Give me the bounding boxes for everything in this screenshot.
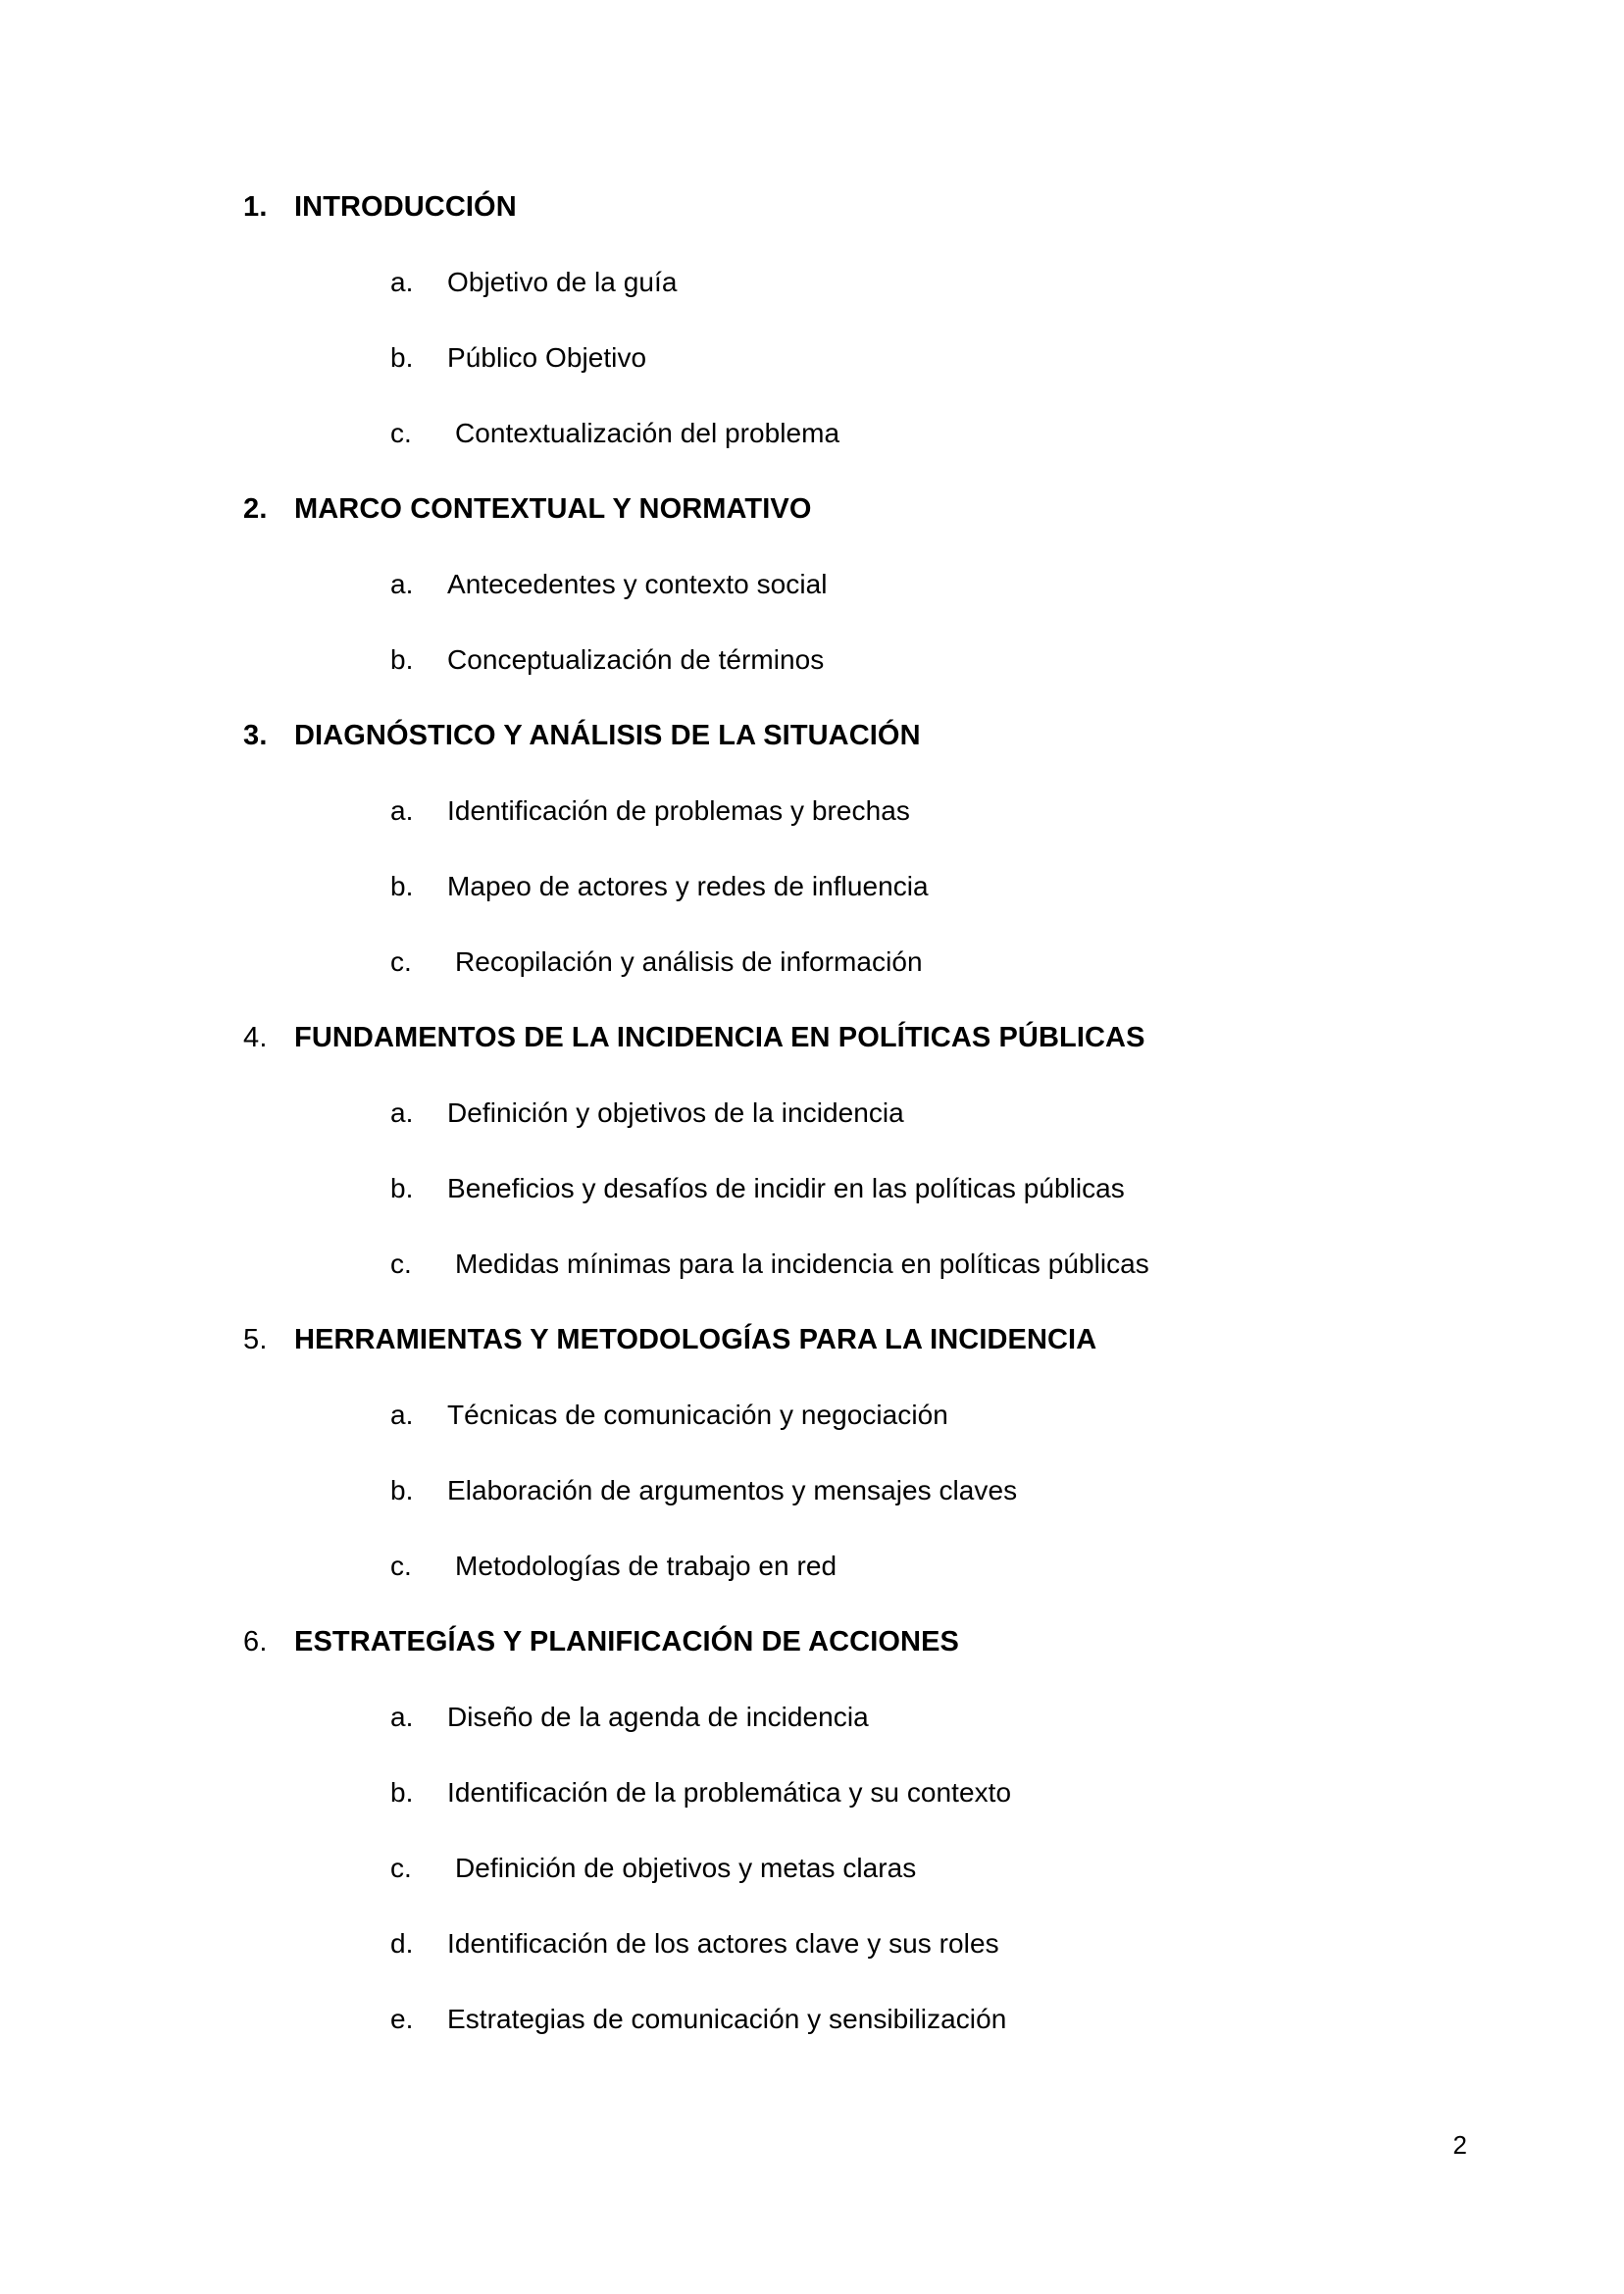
toc-subitem[interactable]: [0, 1930, 1624, 1958]
toc-subitem-label: Identificación de la problemática y su contexto: [447, 1777, 1012, 1808]
toc-subitem[interactable]: [0, 1855, 1624, 1882]
toc-subitem-label: Identificación de los actores clave y sus roles: [447, 1928, 999, 1959]
toc-section-heading[interactable]: [0, 1326, 1624, 1354]
toc-subitem-letter: a.: [390, 1400, 414, 1430]
toc-subitem-letter: c.: [390, 946, 412, 977]
toc-subitem-letter: b.: [390, 1475, 414, 1505]
toc-subitem-label: Identificación de problemas y brechas: [447, 795, 910, 826]
toc-subitem-label: Objetivo de la guía: [447, 267, 678, 297]
toc-section-title: HERRAMIENTAS Y METODOLOGÍAS PARA LA INCIDENCIA: [294, 1324, 1097, 1355]
toc-subitem[interactable]: [0, 2006, 1624, 2033]
toc-section-heading[interactable]: [0, 1024, 1624, 1052]
toc-subitem-label: Definición y objetivos de la incidencia: [447, 1097, 904, 1128]
toc-subitem-label: Público Objetivo: [447, 342, 647, 373]
toc-section-number: 4.: [243, 1022, 268, 1053]
toc-section-number: 3.: [243, 720, 268, 751]
toc-section-heading[interactable]: [0, 495, 1624, 524]
toc-subitem-label: Metodologías de trabajo en red: [455, 1551, 837, 1581]
toc-subitem[interactable]: [0, 873, 1624, 900]
toc-subitem-letter: a.: [390, 569, 414, 599]
toc-subitem-label: Recopilación y análisis de información: [455, 946, 923, 977]
toc-subitem[interactable]: [0, 269, 1624, 296]
toc-subitem[interactable]: [0, 1704, 1624, 1731]
toc-section-number: 2.: [243, 493, 268, 525]
toc-section-number: 1.: [243, 191, 268, 223]
toc-section-title: DIAGNÓSTICO Y ANÁLISIS DE LA SITUACIÓN: [294, 720, 921, 751]
toc-section-heading[interactable]: [0, 193, 1624, 222]
toc-subitem[interactable]: [0, 1099, 1624, 1127]
toc-section-heading[interactable]: [0, 722, 1624, 750]
toc-section-number: 5.: [243, 1324, 268, 1355]
toc-subitem-letter: c.: [390, 418, 412, 448]
toc-section: [0, 495, 1624, 674]
toc-subitem-label: Antecedentes y contexto social: [447, 569, 828, 599]
toc-subitem[interactable]: [0, 797, 1624, 825]
toc-subitem-label: Estrategias de comunicación y sensibilización: [447, 2004, 1007, 2034]
toc-subitem[interactable]: [0, 1553, 1624, 1580]
toc-subitem[interactable]: [0, 1250, 1624, 1278]
toc-subitem-label: Beneficios y desafíos de incidir en las políticas públicas: [447, 1173, 1125, 1203]
toc-subitem-letter: b.: [390, 871, 414, 901]
toc-section: [0, 1628, 1624, 2033]
toc-subitem-letter: b.: [390, 1777, 414, 1808]
toc-subitem-label: Diseño de la agenda de incidencia: [447, 1702, 869, 1732]
toc-subitem-letter: e.: [390, 2004, 414, 2034]
toc-section-heading[interactable]: [0, 1628, 1624, 1657]
toc-section: [0, 1326, 1624, 1580]
toc-subitem-letter: c.: [390, 1853, 412, 1883]
toc-section: [0, 722, 1624, 976]
toc-subitem[interactable]: [0, 1477, 1624, 1504]
toc-subitem-letter: a.: [390, 1702, 414, 1732]
toc-subitem-letter: a.: [390, 267, 414, 297]
toc-section: [0, 193, 1624, 447]
toc-subitem[interactable]: [0, 420, 1624, 447]
toc-subitem-label: Técnicas de comunicación y negociación: [447, 1400, 948, 1430]
toc-subitem-letter: a.: [390, 795, 414, 826]
page-number: 2: [1452, 2130, 1467, 2160]
toc-subitem[interactable]: [0, 646, 1624, 674]
toc-subitem-label: Medidas mínimas para la incidencia en políticas públicas: [455, 1249, 1149, 1279]
toc-subitem-letter: b.: [390, 1173, 414, 1203]
toc-subitem[interactable]: [0, 1779, 1624, 1807]
toc-section-title: INTRODUCCIÓN: [294, 191, 517, 223]
toc-subitem[interactable]: [0, 948, 1624, 976]
toc-subitem-label: Definición de objetivos y metas claras: [455, 1853, 917, 1883]
toc-subitem[interactable]: [0, 1175, 1624, 1202]
toc-section-title: FUNDAMENTOS DE LA INCIDENCIA EN POLÍTICAS PÚBLICAS: [294, 1022, 1145, 1053]
toc-subitem-letter: a.: [390, 1097, 414, 1128]
toc-section-number: 6.: [243, 1626, 268, 1657]
toc-subitem-label: Mapeo de actores y redes de influencia: [447, 871, 929, 901]
toc-subitem-letter: b.: [390, 342, 414, 373]
toc-section-title: MARCO CONTEXTUAL Y NORMATIVO: [294, 493, 812, 525]
toc-subitem[interactable]: [0, 571, 1624, 598]
toc-section-title: ESTRATEGÍAS Y PLANIFICACIÓN DE ACCIONES: [294, 1626, 959, 1657]
toc-subitem-letter: c.: [390, 1249, 412, 1279]
toc-subitem-letter: c.: [390, 1551, 412, 1581]
toc-section: [0, 1024, 1624, 1278]
toc-subitem-label: Conceptualización de términos: [447, 644, 825, 675]
toc-subitem-label: Elaboración de argumentos y mensajes claves: [447, 1475, 1018, 1505]
toc-subitem[interactable]: [0, 344, 1624, 372]
toc-subitem-label: Contextualización del problema: [455, 418, 840, 448]
toc-subitem[interactable]: [0, 1402, 1624, 1429]
toc-subitem-letter: b.: [390, 644, 414, 675]
toc-subitem-letter: d.: [390, 1928, 414, 1959]
